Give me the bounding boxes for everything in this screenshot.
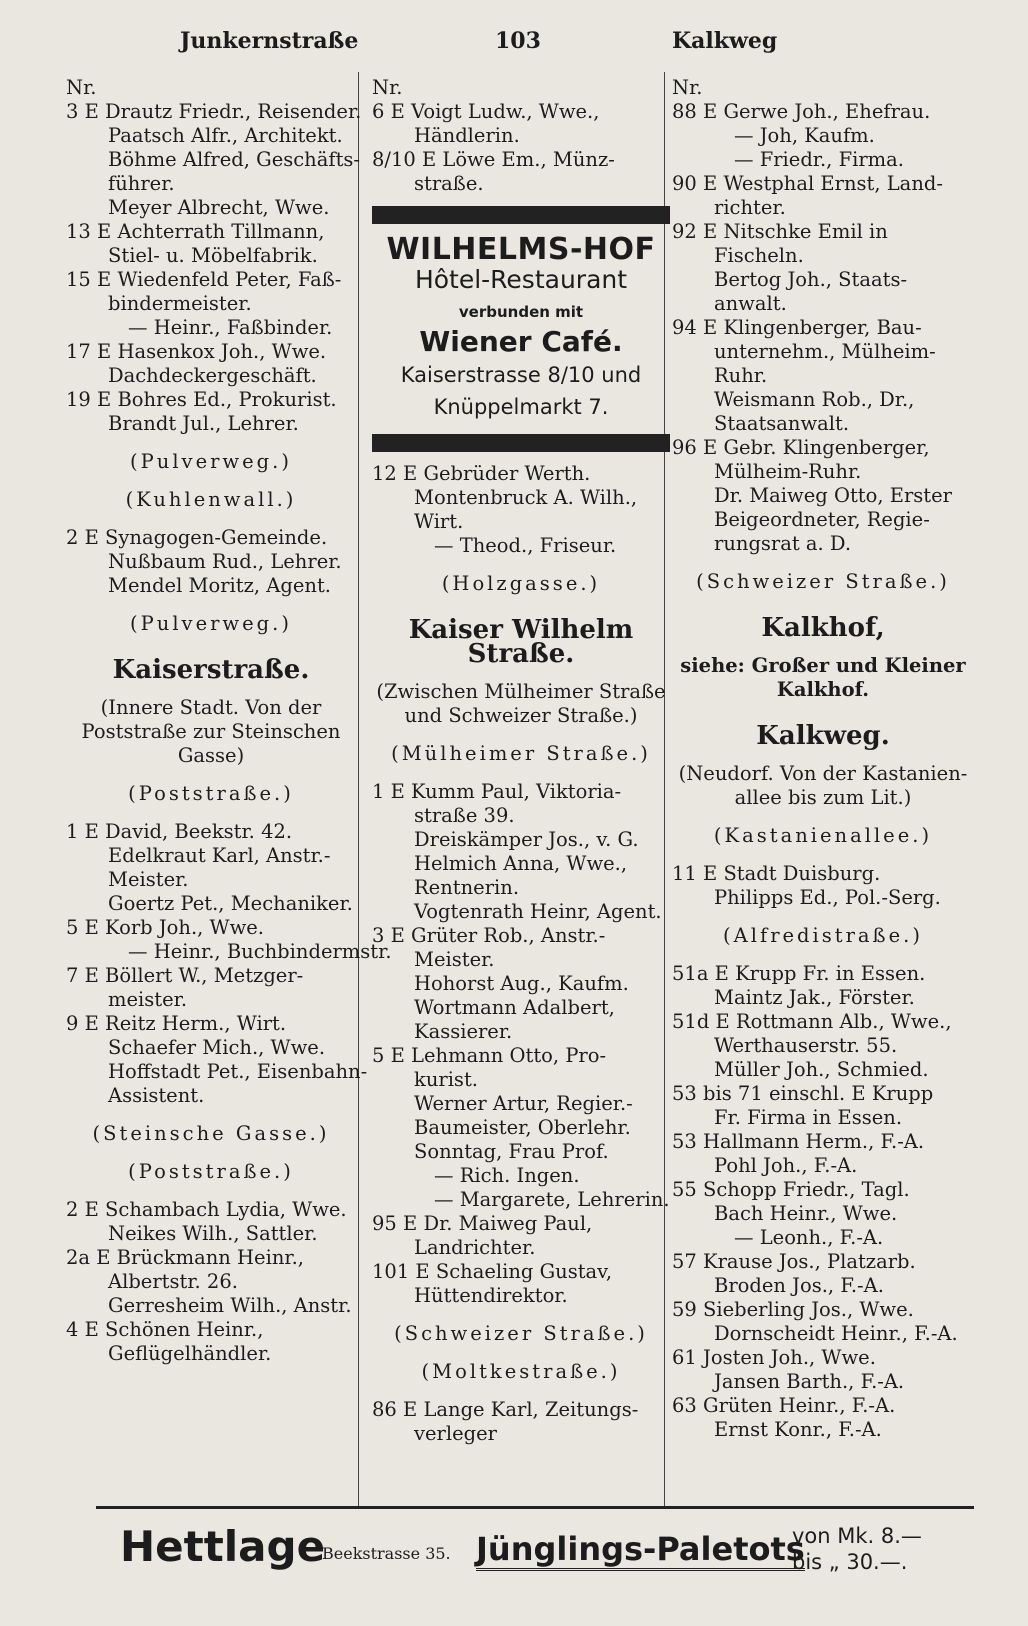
street-note: Gasse) [177, 744, 245, 767]
entry-line: 51d E Rottmann Alb., Wwe., [672, 1010, 952, 1033]
entry-line: straße 39. [414, 804, 515, 827]
entry-line: Geflügelhändler. [108, 1342, 272, 1365]
entry-line: Pohl Joh., F.-A. [714, 1154, 858, 1177]
footer-product: Jünglings-Paletots [476, 1530, 805, 1571]
entry-line: 2 E Synagogen-Gemeinde. [66, 526, 328, 549]
cross-street: (Schweizer Straße.) [394, 1322, 648, 1345]
cross-street: (Poststraße.) [128, 1160, 294, 1183]
entries-list [372, 76, 670, 196]
entry-line: Hoffstadt Pet., Eisenbahn- [108, 1060, 368, 1083]
cross-street: (Alfredistraße.) [723, 924, 923, 947]
entry-line: 5 E Lehmann Otto, Pro- [372, 1044, 607, 1067]
entry-line: Rentnerin. [414, 876, 520, 899]
entry-line: 9 E Reitz Herm., Wirt. [66, 1012, 287, 1035]
entry-line: — Margarete, Lehrerin. [434, 1188, 670, 1211]
see-reference: siehe: Großer und Kleiner [680, 654, 966, 677]
entry-line: Montenbruck A. Wilh., [414, 486, 638, 509]
entry-line: Kassierer. [414, 1020, 513, 1043]
street-note: und Schweizer Straße.) [404, 704, 638, 727]
entries-list [66, 1198, 356, 1366]
entry-line: Nr. [372, 76, 403, 99]
entry-line: Dornscheidt Heinr., F.-A. [714, 1322, 958, 1345]
entry-line: Bach Heinr., Wwe. [714, 1202, 898, 1225]
column-3 [672, 76, 974, 1442]
cross-street: (Holzgasse.) [441, 572, 601, 595]
entry-line: 3 E Drautz Friedr., Reisender. [66, 100, 362, 123]
cross-street: (Kuhlenwall.) [125, 488, 297, 511]
entry-line: 6 E Voigt Ludw., Wwe., [372, 100, 600, 123]
entry-line: Mendel Moritz, Agent. [108, 574, 331, 597]
entry-line: Vogtenrath Heinr, Agent. [414, 900, 662, 923]
entry-line: Staatsanwalt. [714, 412, 850, 435]
entry-line: — Rich. Ingen. [434, 1164, 580, 1187]
entry-line: 11 E Stadt Duisburg. [672, 862, 881, 885]
ad-rule-top [372, 206, 670, 224]
entries-list [66, 76, 362, 436]
entry-line: — Heinr., Buchbindermstr. [128, 940, 392, 963]
entry-line: Ruhr. [714, 364, 768, 387]
entry-line: 53 bis 71 einschl. E Krupp [672, 1082, 934, 1105]
entry-line: 57 Krause Jos., Platzarb. [672, 1250, 916, 1273]
entry-line: verleger [414, 1422, 497, 1445]
entry-line: Nr. [672, 76, 703, 99]
entry-line: 53 Hallmann Herm., F.-A. [672, 1130, 925, 1153]
entry-line: Meister. [108, 868, 189, 891]
entry-line: Maintz Jak., Förster. [714, 986, 915, 1009]
entry-line: Albertstr. 26. [108, 1270, 238, 1293]
entry-line: Paatsch Alfr., Architekt. [108, 124, 343, 147]
entry-line: Hohorst Aug., Kaufm. [414, 972, 629, 995]
entry-line: Schaefer Mich., Wwe. [108, 1036, 326, 1059]
entry-line: 61 Josten Joh., Wwe. [672, 1346, 876, 1369]
footer-price-from: von Mk. 8.— [792, 1524, 922, 1548]
entries-list [672, 862, 974, 910]
street-title: Kalkweg. [756, 721, 890, 751]
footer-price-to: bis „ 30.—. [792, 1550, 908, 1574]
entry-line: Baumeister, Oberlehr. [414, 1116, 631, 1139]
entry-line: Wortmann Adalbert, [414, 996, 615, 1019]
wilhelmshof-advertisement [372, 232, 670, 422]
street-note: allee bis zum Lit.) [734, 786, 912, 809]
cross-street: (Pulverweg.) [130, 612, 292, 635]
ad-cafe-name: Wiener Café. [419, 325, 623, 358]
ad-address-2: Knüppelmarkt 7. [433, 395, 609, 419]
entry-line: Wirt. [414, 510, 464, 533]
page-number: 103 [495, 28, 541, 54]
entry-line: 90 E Westphal Ernst, Land- [672, 172, 943, 195]
entry-line: 2a E Brückmann Heinr., [66, 1246, 304, 1269]
entry-line: Assistent. [108, 1084, 205, 1107]
entry-line: kurist. [414, 1068, 478, 1091]
entry-line: 3 E Grüter Rob., Anstr.- [372, 924, 606, 947]
entry-line: Werthauserstr. 55. [714, 1034, 898, 1057]
ad-connector: verbunden mit [458, 303, 584, 321]
entry-line: richter. [714, 196, 786, 219]
entry-line: — Leonh., F.-A. [734, 1226, 884, 1249]
entry-line: Dr. Maiweg Otto, Erster [714, 484, 953, 507]
entry-line: Edelkraut Karl, Anstr.- [108, 844, 331, 867]
entry-line: 4 E Schönen Heinr., [66, 1318, 264, 1341]
column-divider-1 [358, 72, 359, 1507]
entry-line: 5 E Korb Joh., Wwe. [66, 916, 265, 939]
header-right-street: Kalkweg [672, 28, 778, 54]
entry-line: 12 E Gebrüder Werth. [372, 462, 591, 485]
entry-line: Sonntag, Frau Prof. [414, 1140, 609, 1163]
entry-line: Meister. [414, 948, 495, 971]
entry-line: — Friedr., Firma. [734, 148, 904, 171]
entry-line: anwalt. [714, 292, 787, 315]
entry-line: meister. [108, 988, 188, 1011]
entry-line: Hüttendirektor. [414, 1284, 568, 1307]
cross-street: (Moltkestraße.) [421, 1360, 621, 1383]
footer-rule [96, 1506, 974, 1509]
entry-line: Helmich Anna, Wwe., [414, 852, 628, 875]
entry-line: Philipps Ed., Pol.-Serg. [714, 886, 941, 909]
entry-line: 88 E Gerwe Joh., Ehefrau. [672, 100, 931, 123]
street-note: (Zwischen Mülheimer Straße [376, 680, 666, 703]
entry-line: Werner Artur, Regier.- [414, 1092, 633, 1115]
entry-line: Müller Joh., Schmied. [714, 1058, 929, 1081]
entry-line: Broden Jos., F.-A. [714, 1274, 884, 1297]
entry-line: Ernst Konr., F.-A. [714, 1418, 882, 1441]
entry-line: 94 E Klingenberger, Bau- [672, 316, 922, 339]
street-note: Poststraße zur Steinschen [81, 720, 341, 743]
entry-line: 17 E Hasenkox Joh., Wwe. [66, 340, 327, 363]
column-2 [372, 76, 670, 1446]
see-reference: Kalkhof. [776, 678, 870, 701]
entries-list [66, 526, 356, 598]
entry-line: Nr. [66, 76, 97, 99]
entries-list [66, 820, 392, 1108]
entry-line: — Joh, Kaufm. [734, 124, 875, 147]
street-note: (Innere Stadt. Von der [100, 696, 322, 719]
cross-street: (Steinsche Gasse.) [92, 1122, 330, 1145]
street-title: Kaiser Wilhelm Straße. [408, 615, 634, 669]
entry-line: 19 E Bohres Ed., Prokurist. [66, 388, 337, 411]
entry-line: — Theod., Friseur. [434, 534, 617, 557]
entry-line: 51a E Krupp Fr. in Essen. [672, 962, 926, 985]
entries-list [372, 1398, 670, 1446]
street-note: (Neudorf. Von der Kastanien- [678, 762, 968, 785]
entry-line: Stiel- u. Möbelfabrik. [108, 244, 318, 267]
entry-line: 13 E Achterrath Tillmann, [66, 220, 325, 243]
entry-line: 95 E Dr. Maiweg Paul, [372, 1212, 593, 1235]
entry-line: Neikes Wilh., Sattler. [108, 1222, 318, 1245]
entries-list [372, 780, 670, 1308]
cross-street: (Schweizer Straße.) [696, 570, 950, 593]
footer-advertisement [120, 1518, 980, 1588]
entry-line: Fr. Firma in Essen. [714, 1106, 903, 1129]
entry-line: Fischeln. [714, 244, 804, 267]
entry-line: 2 E Schambach Lydia, Wwe. [66, 1198, 347, 1221]
entry-line: Beigeordneter, Regie- [714, 508, 930, 531]
entry-line: führer. [108, 172, 175, 195]
entry-line: bindermeister. [108, 292, 252, 315]
entry-line: Händlerin. [414, 124, 520, 147]
cross-street: (Poststraße.) [128, 782, 294, 805]
entry-line: Weismann Rob., Dr., [714, 388, 915, 411]
street-title: Kalkhof, [761, 613, 885, 643]
entry-line: 92 E Nitschke Emil in [672, 220, 888, 243]
entries-list [672, 962, 974, 1442]
entry-line: — Heinr., Faßbinder. [128, 316, 333, 339]
header-left-street: Junkernstraße [180, 28, 359, 54]
entry-line: 7 E Böllert W., Metzger- [66, 964, 304, 987]
column-1 [66, 76, 392, 1366]
entries-list [372, 462, 670, 558]
entry-line: 1 E Kumm Paul, Viktoria- [372, 780, 622, 803]
entry-line: 15 E Wiedenfeld Peter, Faß- [66, 268, 342, 291]
entry-line: Nußbaum Rud., Lehrer. [108, 550, 342, 573]
entry-line: Böhme Alfred, Geschäfts- [108, 148, 361, 171]
entry-line: straße. [414, 172, 484, 195]
entry-line: 86 E Lange Karl, Zeitungs- [372, 1398, 639, 1421]
entry-line: 96 E Gebr. Klingenberger, [672, 436, 930, 459]
cross-street: (Pulverweg.) [130, 450, 292, 473]
ad-hotel-name: WILHELMS-HOF [386, 232, 656, 267]
entry-line: Mülheim-Ruhr. [714, 460, 862, 483]
entry-line: rungsrat a. D. [714, 532, 852, 555]
cross-street: (Mülheimer Straße.) [391, 742, 651, 765]
entry-line: 59 Sieberling Jos., Wwe. [672, 1298, 914, 1321]
entry-line: 55 Schopp Friedr., Tagl. [672, 1178, 910, 1201]
entry-line: Goertz Pet., Mechaniker. [108, 892, 353, 915]
entries-list [672, 76, 974, 556]
entry-line: Jansen Barth., F.-A. [714, 1370, 905, 1393]
entry-line: Bertog Joh., Staats- [714, 268, 908, 291]
footer-address: Beekstrasse 35. [322, 1544, 451, 1563]
entry-line: 8/10 E Löwe Em., Münz- [372, 148, 615, 171]
entry-line: Gerresheim Wilh., Anstr. [108, 1294, 352, 1317]
entry-line: Landrichter. [414, 1236, 536, 1259]
ad-hotel-type: Hôtel-Restaurant [414, 265, 628, 294]
entry-line: Brandt Jul., Lehrer. [108, 412, 299, 435]
street-title: Kaiserstraße. [112, 655, 310, 685]
entry-line: Dachdeckergeschäft. [108, 364, 317, 387]
ad-address-1: Kaiserstrasse 8/10 und [400, 363, 642, 387]
entry-line: unternehm., Mülheim- [714, 340, 936, 363]
footer-brand: Hettlage [120, 1522, 326, 1571]
entry-line: Dreiskämper Jos., v. G. [414, 828, 639, 851]
entry-line: 1 E David, Beekstr. 42. [66, 820, 293, 843]
entry-line: 101 E Schaeling Gustav, [372, 1260, 613, 1283]
entry-line: Meyer Albrecht, Wwe. [108, 196, 330, 219]
cross-street: (Kastanienallee.) [713, 824, 933, 847]
entry-line: 63 Grüten Heinr., F.-A. [672, 1394, 896, 1417]
ad-rule-bottom [372, 434, 670, 452]
